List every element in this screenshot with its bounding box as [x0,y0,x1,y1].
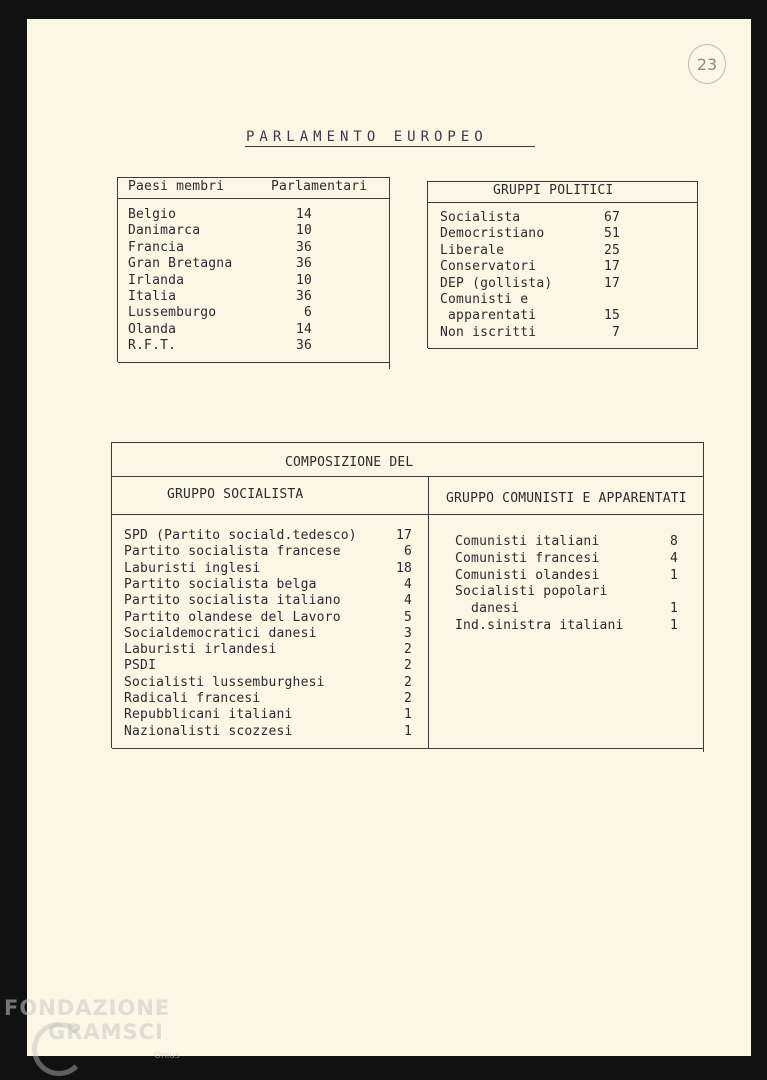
socialist-row-seats: 6 [403,544,412,560]
members-row-label: Olanda [128,321,177,337]
socialist-row-label: Socialdemocratici danesi [124,625,317,641]
communist-row-seats: 1 [669,567,678,583]
socialist-row-seats: 17 [395,528,412,543]
socialist-row-label: Partito socialista italiano [124,593,341,609]
members-row-seats: 36 [295,338,312,354]
communist-row-seats: 1 [669,618,678,633]
groups-row-label: Comunisti e [440,292,529,307]
members-row-seats: 36 [295,289,312,304]
members-row-seats: 14 [295,207,312,222]
socialist-row-label: Socialisti lussemburghesi [124,674,325,690]
page-number: 23 [688,44,726,84]
socialist-row-seats: 4 [403,593,412,609]
members-row-label: Lussemburgo [128,305,217,321]
groups-row-seats: 15 [603,308,620,324]
socialist-row-seats: 2 [403,691,412,706]
archive-watermark [4,996,180,1068]
socialist-row-label: Partito socialista francese [124,544,341,560]
groups-row-label: Conservatori [440,259,537,275]
groups-row-label: apparentati [440,308,537,324]
communist-row-seats: 4 [669,550,678,566]
groups-row-label: Liberale [440,242,505,258]
communist-row-label: Ind.sinistra italiani [455,618,624,633]
groups-row-seats: 51 [603,226,620,242]
watermark-line3: Onlus [154,1051,180,1061]
communist-row-label: Comunisti olandesi [455,567,600,583]
members-header-seats: Parlamentari [271,179,368,194]
socialist-row-seats: 2 [403,642,412,658]
groups-row-label: Non iscritti [440,324,537,340]
communist-row-seats: 8 [669,534,678,549]
members-row-label: Danimarca [128,223,201,239]
groups-row-label: DEP (gollista) [440,275,553,291]
communist-group-header: GRUPPO COMUNISTI E APPARENTATI [446,491,687,506]
socialist-row-seats: 5 [403,609,412,625]
socialist-row-seats: 18 [395,560,412,576]
communist-row-label: Comunisti italiani [455,534,600,549]
groups-row-label: Democristiano [440,226,545,242]
communist-row-label: Socialisti popolari [455,584,608,600]
socialist-row-label: Partito olandese del Lavoro [124,609,341,625]
socialist-group-header: GRUPPO SOCIALISTA [167,487,304,502]
socialist-row-label: SPD (Partito sociald.tedesco) [124,528,357,543]
document-title: PARLAMENTO EUROPEO [246,129,488,145]
members-row-seats: 10 [295,272,312,288]
members-row-label: Belgio [128,207,177,222]
groups-row-seats: 7 [611,324,620,340]
socialist-row-seats: 3 [403,625,412,641]
watermark-line1: FONDAZIONE [4,996,171,1020]
socialist-row-label: Radicali francesi [124,691,261,706]
watermark-line2: GRAMSCI [48,1020,164,1044]
watermark-logo-icon [32,1022,86,1076]
socialist-row-seats: 4 [403,576,412,592]
members-header-country: Paesi membri [128,179,225,194]
socialist-row-seats: 1 [403,723,412,739]
socialist-row-label: Repubblicani italiani [124,707,293,723]
communist-row-seats: 1 [669,601,678,617]
groups-row-seats: 17 [603,275,620,291]
groups-row-seats: 17 [603,259,620,275]
socialist-row-label: Laburisti irlandesi [124,642,277,658]
communist-row-label: danesi [455,601,520,617]
groups-row-seats: 67 [603,210,620,225]
members-row-label: Gran Bretagna [128,256,233,272]
socialist-row-label: Partito socialista belga [124,576,317,592]
members-row-seats: 36 [295,239,312,255]
socialist-row-label: PSDI [124,658,157,674]
members-row-seats: 14 [295,321,312,337]
members-row-seats: 10 [295,223,312,239]
socialist-row-label: Nazionalisti scozzesi [124,723,293,739]
members-row-label: Italia [128,289,177,304]
groups-header: GRUPPI POLITICI [493,183,614,198]
socialist-row-seats: 2 [403,658,412,674]
communist-row-label: Comunisti francesi [455,550,600,566]
title-underline [245,146,535,147]
members-row-label: R.F.T. [128,338,177,354]
groups-row-label: Socialista [440,210,521,225]
socialist-row-seats: 1 [403,707,412,723]
groups-row-seats: 25 [603,242,620,258]
members-row-seats: 36 [295,256,312,272]
socialist-row-label: Laburisti inglesi [124,560,261,576]
members-row-seats: 6 [303,305,312,321]
members-row-label: Irlanda [128,272,185,288]
socialist-row-seats: 2 [403,674,412,690]
members-row-label: Francia [128,239,185,255]
composition-title: COMPOSIZIONE DEL [285,455,414,470]
